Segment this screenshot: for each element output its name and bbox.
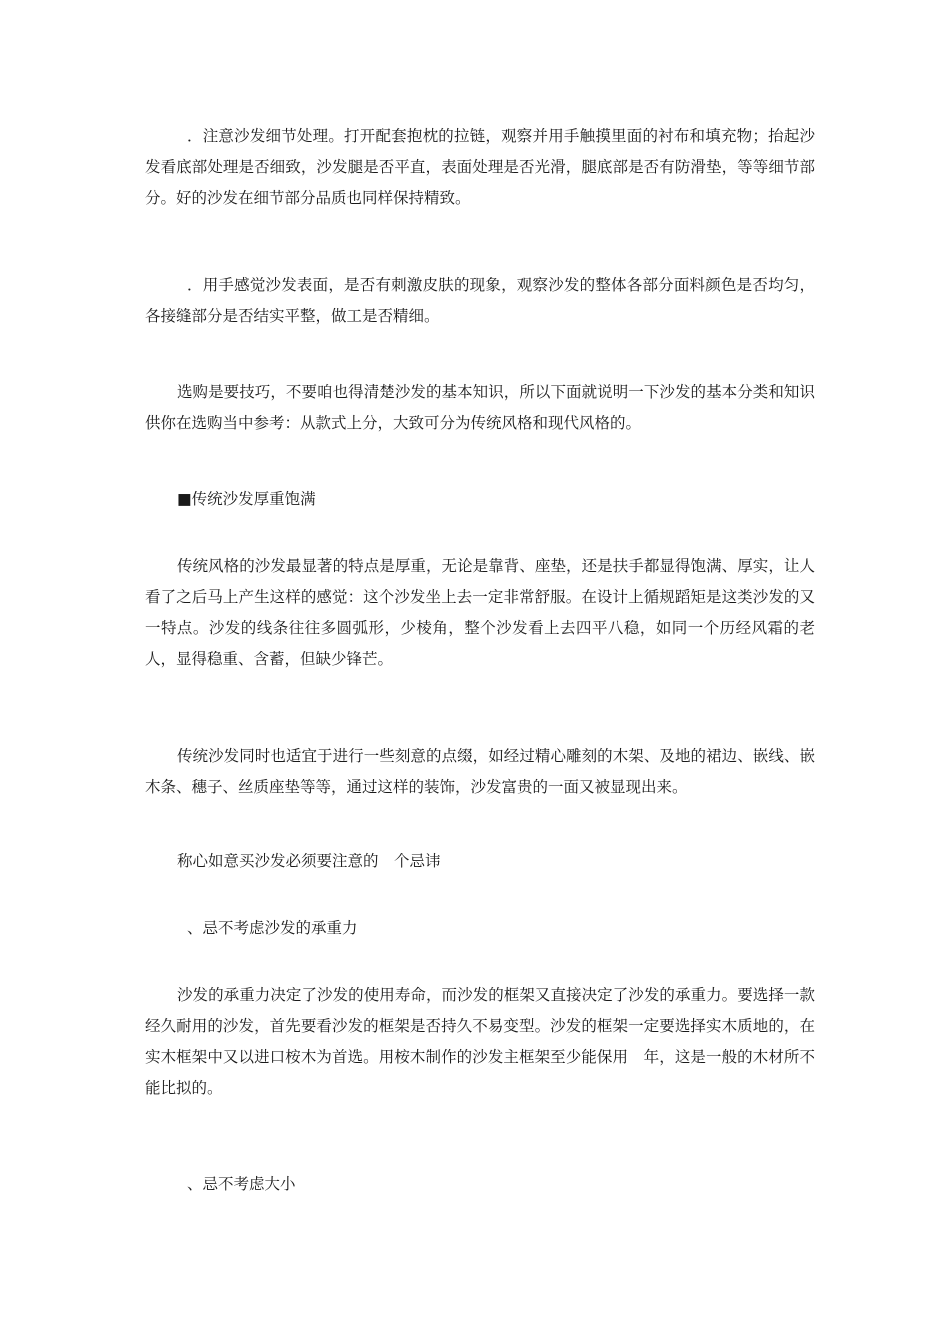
paragraph-buying-tips: 选购是要技巧，不要咱也得清楚沙发的基本知识，所以下面就说明一下沙发的基本分类和知识供你在选购当中参考：从款式上分，大致可分为传统风格和现代风格的。 (145, 383, 815, 432)
paragraph-load-bearing: 沙发的承重力决定了沙发的使用寿命，而沙发的框架又直接决定了沙发的承重力。要选择一款经久耐用的沙发，首先要看沙发的框架是否持久不易变型。沙发的框架一定要选择实木质地的，在实木框架中又以进口桉木为首选。用桉木制作的沙发主框架至少能保用 年，这是一般的木材所不能比拟的。 (145, 986, 815, 1097)
paragraph-traditional-decoration: 传统沙发同时也适宜于进行一些刻意的点缀，如经过精心雕刻的木架、及地的裙边、嵌线、嵌木条、穗子、丝质座垫等等，通过这样的装饰，沙发富贵的一面又被显现出来。 (145, 747, 815, 796)
paragraph-traditional-style: 传统风格的沙发最显著的特点是厚重，无论是靠背、座垫，还是扶手都显得饱满、厚实，让人看了之后马上产生这样的感觉：这个沙发坐上去一定非常舒服。在设计上循规蹈矩是这类沙发的又一特点。沙发的线条往往多圆弧形，少棱角，整个沙发看上去四平八稳，如同一个历经风霜的老人，显得稳重、含蓄，但缺少锋芒。 (145, 557, 815, 668)
heading-taboo-load-bearing: 、忌不考虑沙发的承重力 (187, 919, 358, 937)
paragraph-detail-handling: ．注意沙发细节处理。打开配套抱枕的拉链，观察并用手触摸里面的衬布和填充物；抬起沙发看底部处理是否细致，沙发腿是否平直，表面处理是否光滑，腿底部是否有防滑垫，等等细节部分。好的沙发在细节部分品质也同样保持精致。 (145, 127, 815, 207)
heading-taboo-size: 、忌不考虑大小 (187, 1175, 296, 1193)
section-heading-traditional-sofa: ■传统沙发厚重饱满 (177, 490, 316, 508)
heading-taboos: 称心如意买沙发必须要注意的 个忌讳 (177, 852, 441, 870)
paragraph-surface-feel: ．用手感觉沙发表面，是否有刺激皮肤的现象，观察沙发的整体各部分面料颜色是否均匀，各接缝部分是否结实平整，做工是否精细。 (145, 276, 815, 325)
